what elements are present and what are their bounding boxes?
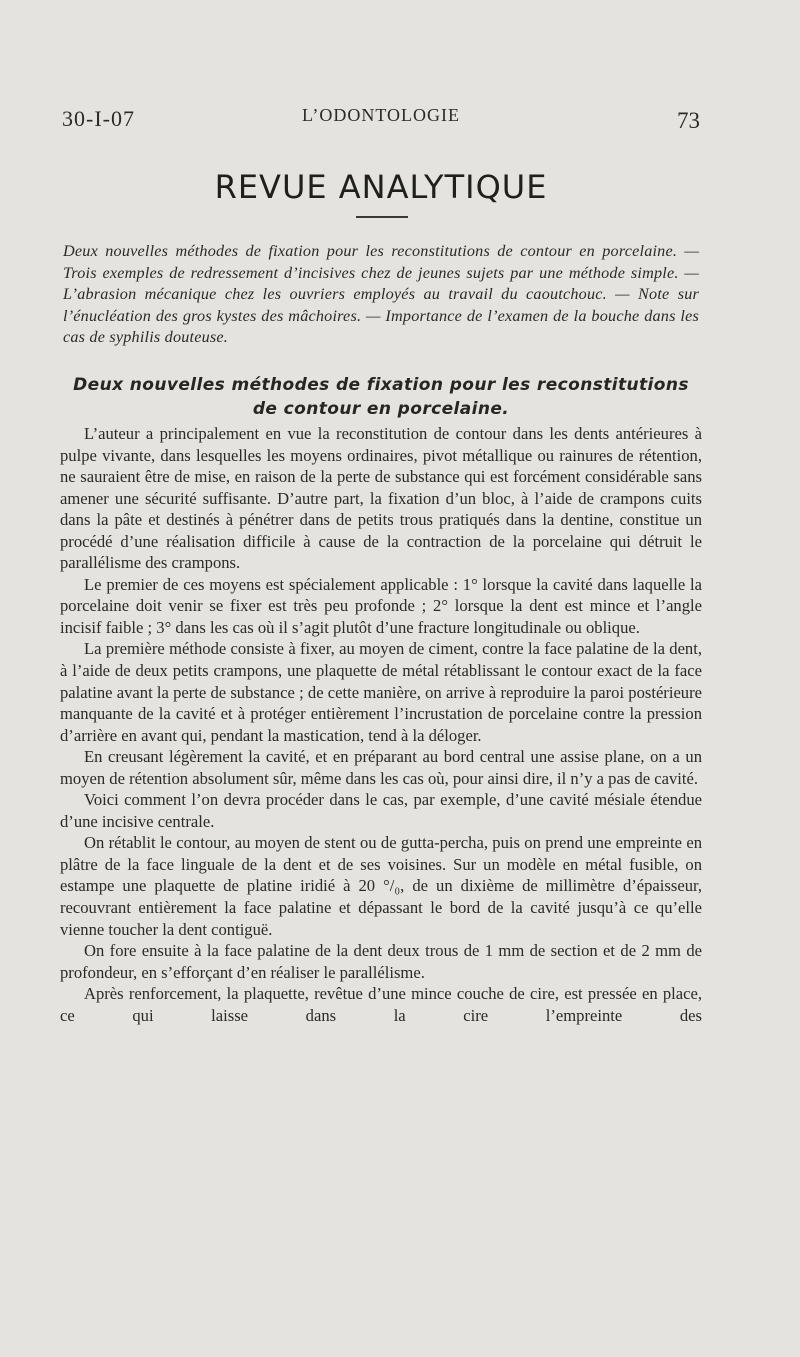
running-head <box>60 100 702 133</box>
paragraph: L’auteur a principalement en vue la reconstitution de contour dans les dents antérieures à pulpe vivante, dans lesquelles les moyens ordinaires, pivot métallique ou rainures de rétention, ne sauraient être de mise, en raison de la perte de substance qui est forcément considérable sans amener une sécurité suffisante. D’autre part, la fixation d’un bloc, à l’aide de crampons cuits dans la pâte et destinés à pénétrer dans de petits trous pratiqués dans la dentine, constitue un procédé d’une réalisation difficile à cause de la contraction de la porcelaine qui détruit le parallélisme des crampons. <box>60 424 702 573</box>
journal-title: L’ODONTOLOGIE <box>302 105 460 125</box>
paragraph: Voici comment l’on devra procéder dans le cas, par exemple, d’une cavité mésiale étendue d’une incisive centrale. <box>60 790 702 831</box>
paragraph: La première méthode consiste à fixer, au moyen de ciment, contre la face palatine de la dent, à l’aide de deux petits crampons, une plaquette de métal rétablissant le contour exact de la face palatine avant la perte de substance ; de cette manière, on arrive à reproduire la paroi postérieure manquante de la cavité et à protéger entièrement l’incrustation de porcelaine contre la pression d’arrière en avant qui, pendant la mastication, tend à la déloger. <box>60 639 702 745</box>
paragraph: Le premier de ces moyens est spécialement applicable : 1° lorsque la cavité dans laquelle la porcelaine doit venir se fixer est très peu profonde ; 2° lorsque la dent est mince et l’angle incisif faible ; 3° dans les cas où il s’agit plutôt d’une fracture longitudinale ou oblique. <box>60 574 702 637</box>
paragraph: On rétablit le contour, au moyen de stent ou de gutta-percha, puis on prend une empreinte en plâtre de la face linguale de la dent et de ses voisines. Sur un modèle en métal fusible, on estampe une plaquette de platine iridié à 20 °/₀, de un dixième de millimètre d’épaisseur, recouvrant entièrement la face palatine et dépassant le bord de la cavité jusqu’à ce qu’elle vienne toucher la dent contiguë. <box>60 833 702 939</box>
page <box>60 0 702 1357</box>
article-body <box>60 423 702 1026</box>
paragraph: On fore ensuite à la face palatine de la dent deux trous de 1 mm de section et de 2 mm de profondeur, en s’efforçant d’en réaliser le parallélisme. <box>60 941 702 982</box>
issue-date: 30-I-07 <box>62 106 135 131</box>
contents-summary: Deux nouvelles méthodes de fixation pour les reconstitutions de contour en porcelaine. — Trois exemples de redressement d’incisives chez de jeunes sujets par une méthode simple. — L’abrasion mécanique chez les ouvriers employés au travail du caoutchouc. — Note sur l’énucléation des gros kystes des mâchoires. — Importance de l’examen de la bouche dans les cas de syphilis douteuse. <box>63 242 699 347</box>
section-heading: Deux nouvelles méthodes de fixation pour les reconstitutions de contour en porcelaine. <box>73 375 689 419</box>
title-divider <box>356 216 408 218</box>
page-number: 73 <box>677 108 700 133</box>
paragraph: En creusant légèrement la cavité, et en préparant au bord central une assise plane, on a un moyen de rétention absolument sûr, même dans les cas où, pour ainsi dire, il n’y a pas de cavité. <box>60 747 702 788</box>
page-title: REVUE ANALYTIQUE <box>214 168 548 206</box>
paragraph: Après renforcement, la plaquette, revêtue d’une mince couche de cire, est pressée en place, ce qui laisse dans la cire l’empreinte des <box>60 984 702 1025</box>
